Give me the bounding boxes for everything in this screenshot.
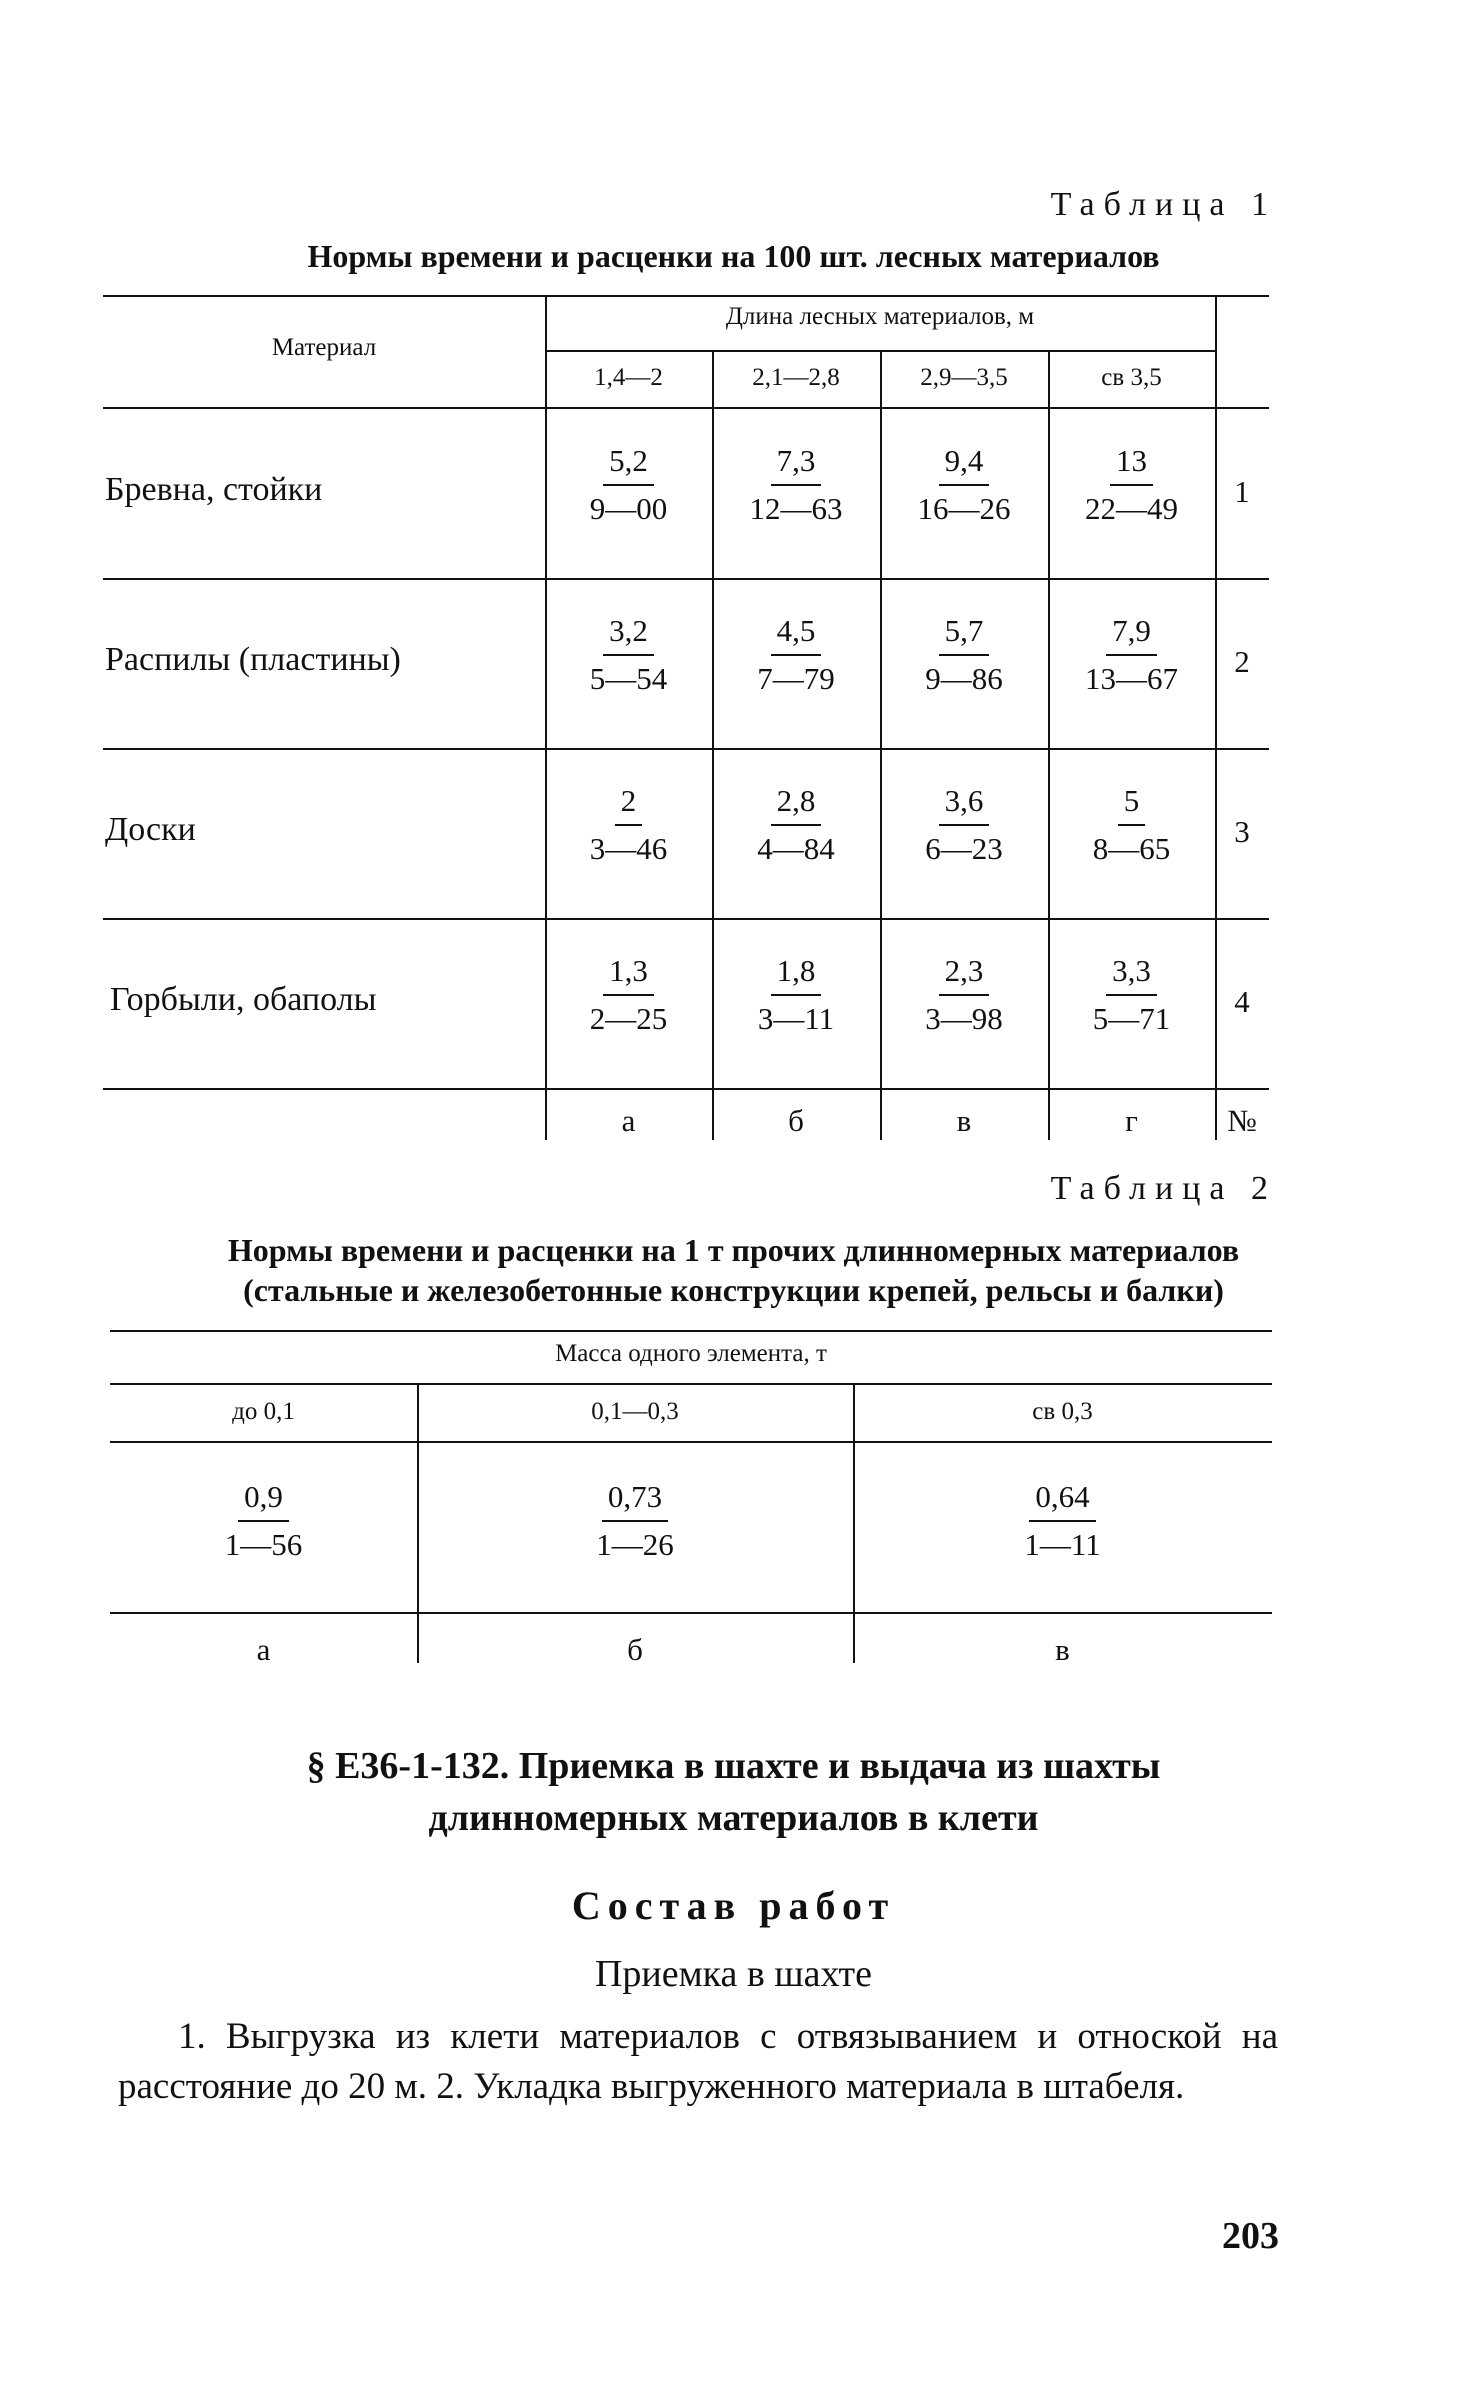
table2-title-line1: Нормы времени и расценки на 1 т прочих длинномерных материалов [227,1232,1240,1268]
table2-label: Таблица 2 [1050,1170,1277,1207]
table1-cell: $\frac{9,4}{16—26}$ [880,438,1048,532]
table1-cell: $\frac{5,7}{9—86}$ [880,608,1048,702]
table1-cell: $\frac{3,2}{5—54}$ [545,608,712,702]
table2-col-header: 0,1—0,3 [591,1398,679,1425]
table1-group-header: Длина лесных материалов, м [725,303,1035,330]
table1-col-header: св 3,5 [1101,364,1162,391]
table1-cell: $\frac{1,3}{2—25}$ [545,948,712,1042]
table2-cell: $\frac{0,9}{1—56}$ [110,1474,417,1568]
table2-group-header: Масса одного элемента, т [555,1340,827,1367]
table1-cell: $\frac{3,6}{6—23}$ [880,778,1048,872]
table1-footer-label: г [1125,1103,1138,1138]
table1-row-number: 1 [1234,474,1250,509]
table2-cell: $\frac{0,64}{1—11}$ [853,1474,1272,1568]
table1-cell: $\frac{3,3}{5—71}$ [1048,948,1215,1042]
table1-cell: $\frac{1,8}{3—11}$ [712,948,880,1042]
table1-cell: $\frac{2,8}{4—84}$ [712,778,880,872]
table1-cell: $\frac{2}{3—46}$ [545,778,712,872]
table1-row-name: Распилы (пластины) [105,641,401,678]
table1-cell: $\frac{5,2}{9—00}$ [545,438,712,532]
table1-row-number: 4 [1234,984,1250,1019]
table1-row-number: 2 [1234,644,1250,679]
section-paragraph: 1. Выгрузка из клети материалов с отвязыванием и отноской на расстояние до 20 м. 2. Укладка выгруженного материала в штабеля. [118,2016,1278,2107]
table1-material-header: Материал [271,334,377,361]
table2-col-header: св 0,3 [1032,1398,1093,1425]
table1-footer-label: б [788,1103,804,1138]
table1-row-name: Доски [105,811,196,848]
table1-label: Таблица 1 [1050,186,1277,223]
table1-row-name: Горбыли, обаполы [110,981,377,1018]
table1-footer-label: в [956,1103,972,1138]
table1-footer-label: № [1227,1103,1257,1138]
table1-row-number: 3 [1234,814,1250,849]
page-number: 203 [1222,2215,1279,2257]
section-title-line1: § Е36-1-132. Приемка в шахте и выдача из шахты [306,1745,1161,1787]
table1-title: Нормы времени и расценки на 100 шт. лесных материалов [307,238,1160,274]
table2-col-header: до 0,1 [232,1398,295,1425]
table1-col-header: 2,1—2,8 [752,364,840,391]
table2-cell: $\frac{0,73}{1—26}$ [417,1474,853,1568]
table1-cell: $\frac{5}{8—65}$ [1048,778,1215,872]
table2-footer-label: б [627,1632,643,1667]
section-subtitle: Состав работ [571,1883,896,1928]
section-title-line2: длинномерных материалов в клети [428,1797,1039,1839]
table1-col-header: 2,9—3,5 [920,364,1008,391]
table2-footer-label: в [1055,1632,1070,1667]
table1-col-header: 1,4—2 [594,364,663,391]
table2-footer-label: а [256,1632,271,1667]
table1-cell: $\frac{7,3}{12—63}$ [712,438,880,532]
section-subsubtitle: Приемка в шахте [594,1953,873,1995]
table2-title-line2: (стальные и железобетонные конструкции крепей, рельсы и балки) [243,1272,1224,1308]
table1-cell: $\frac{4,5}{7—79}$ [712,608,880,702]
table1-cell: $\frac{7,9}{13—67}$ [1048,608,1215,702]
table1-row-name: Бревна, стойки [105,471,323,508]
table1-footer-label: а [621,1103,636,1138]
table1-cell: $\frac{13}{22—49}$ [1048,438,1215,532]
table1-cell: $\frac{2,3}{3—98}$ [880,948,1048,1042]
